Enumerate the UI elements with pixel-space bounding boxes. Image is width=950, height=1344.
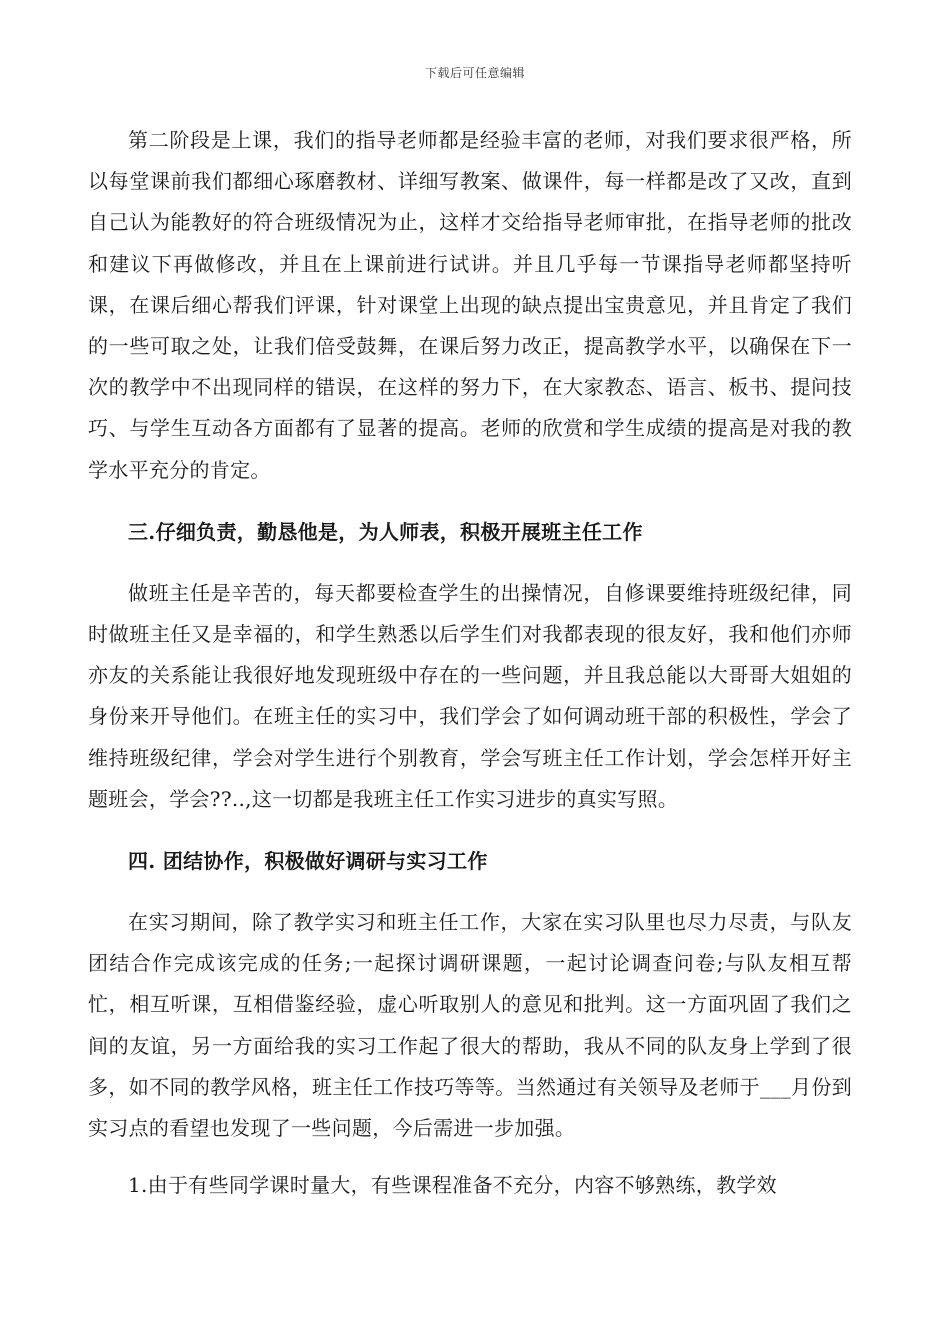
section-heading-four: 四. 团结协作，积极做好调研与实习工作	[128, 849, 488, 874]
spacer	[88, 1149, 852, 1165]
spacer	[88, 553, 852, 573]
spacer	[88, 882, 852, 902]
paragraph-head-teacher-work: 做班主任是辛苦的，每天都要检查学生的出操情况，自修课要维持班级纪律，同时做班主任又是幸福的，和学生熟悉以后学生们对我都表现的很友好，我和他们亦师亦友的关系能让我很好地发现班级中存在的一些问题，并且我总能以大哥哥大姐姐的身份来开导他们。在班主任的实习中，我们学会了如何调动班干部的积极性，学会了维持班级纪律，学会对学生进行个别教育，学会写班主任工作计划，学会怎样开好主题班会，学会??..,这一切都是我班主任工作实习进步的真实写照。	[88, 580, 852, 811]
page-header: 下载后可任意编辑	[424, 66, 525, 80]
section-heading-three: 三.仔细负责，勤恳他是，为人师表，积极开展班主任工作	[128, 519, 643, 544]
document-body	[88, 120, 852, 1206]
paragraph-teaching-stage-two: 第二阶段是上课，我们的指导老师都是经验丰富的老师，对我们要求很严格，所以每堂课前我们都细心琢磨教材、详细写教案、做课件，每一样都是改了又改，直到自己认为能教好的符合班级情况为止，这样才交给指导老师审批，在指导老师的批改和建议下再做修改，并且在上课前进行试讲。并且几乎每一节课指导老师都坚持听课，在课后细心帮我们评课，针对课堂上出现的缺点提出宝贵意见，并且肯定了我们的一些可取之处，让我们倍受鼓舞，在课后努力改正，提高教学水平，以确保在下一次的教学中不出现同样的错误，在这样的努力下，在大家教态、语言、板书、提问技巧、与学生互动各方面都有了显著的提高。老师的欣赏和学生成绩的提高是对我的教学水平充分的肯定。	[88, 128, 852, 482]
list-item-one: 1.由于有些同学课时量大，有些课程准备不充分，内容不够熟练，教学效	[128, 1173, 777, 1198]
spacer	[88, 491, 852, 512]
paragraph-teamwork: 在实习期间，除了教学实习和班主任工作，大家在实习队里也尽力尽责，与队友团结合作完成该完成的任务;一起探讨调研课题，一起讨论调查问卷;与队友相互帮忙，相互听课，互相借鉴经验，虚心听取别人的意见和批判。这一方面巩固了我们之间的友谊，另一方面给我的实习工作起了很大的帮助，我从不同的队友身上学到了很多，如不同的教学风格，班主任工作技巧等等。当然通过有关领导及老师于___月份到实习点的看望也发现了一些问题，今后需进一步加强。	[88, 910, 852, 1141]
spacer	[88, 820, 852, 841]
